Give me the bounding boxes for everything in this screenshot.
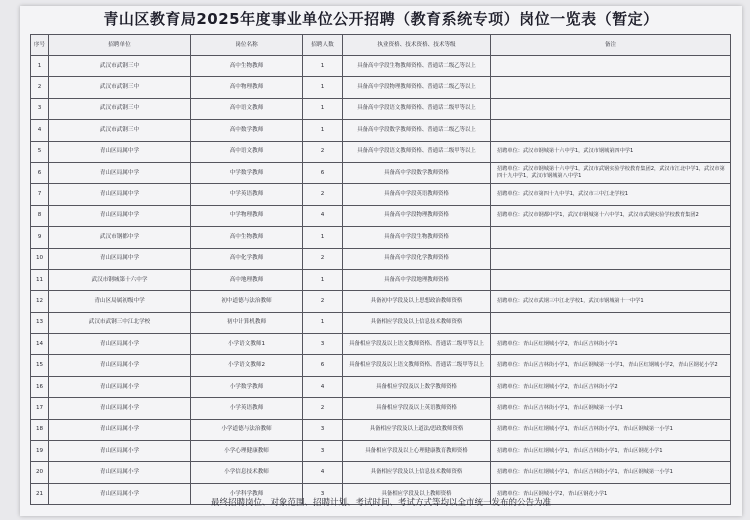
- cell-position: 中学数学教师: [191, 162, 303, 183]
- cell-unit: 青山区局属小学: [49, 376, 191, 397]
- table-row: [31, 98, 731, 119]
- cell-requirements: 具备高中学段数学教师资格、普通话二级乙等以上: [343, 120, 491, 141]
- cell-position: 高中生物教师: [191, 56, 303, 77]
- cell-note: [491, 120, 731, 141]
- cell-count: 1: [303, 269, 343, 290]
- cell-position: 高中语文教师: [191, 141, 303, 162]
- cell-no: 7: [31, 184, 49, 205]
- cell-unit: 武汉市武钢三中江北学校: [49, 312, 191, 333]
- cell-position: 小学道德与法治教师: [191, 419, 303, 440]
- cell-note: 招聘单位：青山区红钢城小学1，青山区吉林街小学1，青山区钢城第一小学1: [491, 462, 731, 483]
- cell-position: 中学英语教师: [191, 184, 303, 205]
- cell-no: 4: [31, 120, 49, 141]
- cell-no: 15: [31, 355, 49, 376]
- cell-unit: 武汉市武钢三中: [49, 98, 191, 119]
- cell-note: 招聘单位：青山区吉林街小学1，青山区钢城第一小学1: [491, 398, 731, 419]
- table-row: [31, 141, 731, 162]
- cell-unit: 青山区局属中学: [49, 205, 191, 226]
- cell-position: 小学语文教师2: [191, 355, 303, 376]
- cell-count: 2: [303, 141, 343, 162]
- table-row: [31, 120, 731, 141]
- cell-count: 1: [303, 98, 343, 119]
- cell-requirements: 具备高中学段数学教师资格: [343, 162, 491, 183]
- cell-count: 2: [303, 291, 343, 312]
- cell-requirements: 具备高中学段地理教师资格: [343, 269, 491, 290]
- table-row: [31, 205, 731, 226]
- cell-requirements: 具备高中学段英语教师资格: [343, 184, 491, 205]
- cell-count: 2: [303, 398, 343, 419]
- cell-count: 2: [303, 248, 343, 269]
- cell-requirements: 具备高中学段语文教师资格、普通话二级甲等以上: [343, 98, 491, 119]
- cell-note: [491, 248, 731, 269]
- cell-requirements: 具备高中学段物理教师资格、普通话二级乙等以上: [343, 77, 491, 98]
- header-note: 备注: [491, 35, 731, 56]
- cell-no: 20: [31, 462, 49, 483]
- cell-note: [491, 312, 731, 333]
- cell-unit: 青山区局属中学: [49, 248, 191, 269]
- cell-unit: 青山区局属小学: [49, 483, 191, 504]
- cell-count: 1: [303, 312, 343, 333]
- cell-requirements: 具备高中学段物理教师资格: [343, 205, 491, 226]
- cell-no: 19: [31, 441, 49, 462]
- cell-unit: 青山区局属小学: [49, 419, 191, 440]
- cell-position: 高中数学教师: [191, 120, 303, 141]
- cell-count: 4: [303, 376, 343, 397]
- cell-count: 6: [303, 355, 343, 376]
- table-row: [31, 248, 731, 269]
- table-row: [31, 441, 731, 462]
- cell-no: 5: [31, 141, 49, 162]
- cell-note: 招聘单位：青山区钢城小学2，青山区钢花小学1: [491, 483, 731, 504]
- cell-position: 中学物理教师: [191, 205, 303, 226]
- cell-note: 招聘单位：青山区红钢城小学1，青山区吉林街小学1，青山区钢花小学1: [491, 441, 731, 462]
- table-row: [31, 334, 731, 355]
- table-row: [31, 291, 731, 312]
- cell-unit: 武汉市钢城第十六中学: [49, 269, 191, 290]
- cell-note: [491, 227, 731, 248]
- table-body: [31, 56, 731, 505]
- table-row: [31, 162, 731, 183]
- document-title: 青山区教育局2025年度事业单位公开招聘（教育系统专项）岗位一览表（暂定）: [103, 10, 659, 28]
- cell-note: 招聘单位：武汉市钢城第十六中学1，武汉市武钢实验学校教育集团2，武汉市江北中学1，武汉市第四十九中学1，武汉市钢城第八中学1: [491, 162, 731, 183]
- cell-unit: 武汉市钢都中学: [49, 227, 191, 248]
- cell-position: 高中化学教师: [191, 248, 303, 269]
- cell-count: 3: [303, 334, 343, 355]
- cell-no: 10: [31, 248, 49, 269]
- cell-unit: 青山区局属小学: [49, 462, 191, 483]
- cell-no: 8: [31, 205, 49, 226]
- cell-requirements: 具备相应学段及以上语文教师资格、普通话二级甲等以上: [343, 355, 491, 376]
- cell-no: 18: [31, 419, 49, 440]
- cell-no: 17: [31, 398, 49, 419]
- cell-position: 小学科学教师: [191, 483, 303, 504]
- table-row: [31, 419, 731, 440]
- table-row: [31, 269, 731, 290]
- footer-note: 最终招聘岗位、对象范围、招聘计划、考试时间、考试方式等均以全市统一发布的公告为准: [210, 498, 551, 508]
- cell-note: [491, 77, 731, 98]
- cell-count: 1: [303, 56, 343, 77]
- cell-requirements: 具备高中学段语文教师资格、普通话二级甲等以上: [343, 141, 491, 162]
- table-header-row: [31, 35, 731, 56]
- table-row: [31, 355, 731, 376]
- positions-table: [30, 34, 731, 505]
- cell-requirements: 具备相应学段及以上信息技术教师资格: [343, 462, 491, 483]
- table-row: [31, 376, 731, 397]
- cell-note: 招聘单位：武汉市第四十九中学1，武汉市三中江北学校1: [491, 184, 731, 205]
- cell-requirements: 具备相应学段及以上英语教师资格: [343, 398, 491, 419]
- cell-no: 9: [31, 227, 49, 248]
- cell-unit: 青山区局属小学: [49, 441, 191, 462]
- header-no: 序号: [31, 35, 49, 56]
- header-requirements: 执业资格、技术资格、技术等级: [343, 35, 491, 56]
- document-sheet: [20, 6, 742, 516]
- cell-requirements: 具备高中学段生物教师资格: [343, 227, 491, 248]
- header-unit: 招聘单位: [49, 35, 191, 56]
- cell-unit: 武汉市武钢三中: [49, 77, 191, 98]
- cell-count: 1: [303, 227, 343, 248]
- cell-count: 3: [303, 419, 343, 440]
- header-count: 招聘人数: [303, 35, 343, 56]
- cell-position: 高中物理教师: [191, 77, 303, 98]
- cell-count: 6: [303, 162, 343, 183]
- cell-note: [491, 269, 731, 290]
- cell-no: 1: [31, 56, 49, 77]
- cell-position: 高中地理教师: [191, 269, 303, 290]
- table-row: [31, 184, 731, 205]
- cell-note: 招聘单位：青山区红钢城小学2，青山区吉林街小学2: [491, 376, 731, 397]
- cell-position: 小学英语教师: [191, 398, 303, 419]
- table-row: [31, 77, 731, 98]
- cell-position: 小学语文教师1: [191, 334, 303, 355]
- cell-note: 招聘单位：青山区吉林街小学1，青山区钢城第一小学1，青山区红钢城小学2，青山区钢花小学2: [491, 355, 731, 376]
- cell-requirements: 具备相应学段及以上心理健康教育教师资格: [343, 441, 491, 462]
- cell-no: 16: [31, 376, 49, 397]
- cell-position: 高中生物教师: [191, 227, 303, 248]
- cell-note: [491, 98, 731, 119]
- cell-unit: 青山区局属中学: [49, 184, 191, 205]
- table-row: [31, 227, 731, 248]
- cell-unit: 武汉市武钢三中: [49, 56, 191, 77]
- cell-requirements: 具备相应学段及以上道法/思政教师资格: [343, 419, 491, 440]
- cell-unit: 青山区局属初级中学: [49, 291, 191, 312]
- cell-unit: 武汉市武钢三中: [49, 120, 191, 141]
- cell-count: 2: [303, 184, 343, 205]
- cell-requirements: 具备相应学段及以上语文教师资格、普通话二级甲等以上: [343, 334, 491, 355]
- cell-position: 初中计算机教师: [191, 312, 303, 333]
- cell-unit: 青山区局属小学: [49, 355, 191, 376]
- cell-count: 1: [303, 77, 343, 98]
- cell-position: 小学数学教师: [191, 376, 303, 397]
- table-row: [31, 312, 731, 333]
- table-row: [31, 462, 731, 483]
- cell-note: [491, 56, 731, 77]
- cell-count: 4: [303, 462, 343, 483]
- cell-requirements: 具备相应学段及以上教师资格: [343, 483, 491, 504]
- table-row: [31, 398, 731, 419]
- cell-no: 12: [31, 291, 49, 312]
- cell-note: 招聘单位：武汉市钢都中学1，武汉市钢城第十六中学1，武汉市武钢实验学校教育集团2: [491, 205, 731, 226]
- header-position: 岗位名称: [191, 35, 303, 56]
- cell-requirements: 具备相应学段及以上数学教师资格: [343, 376, 491, 397]
- cell-position: 高中语文教师: [191, 98, 303, 119]
- cell-position: 小学心理健康教师: [191, 441, 303, 462]
- cell-count: 4: [303, 205, 343, 226]
- cell-position: 小学信息技术教师: [191, 462, 303, 483]
- cell-unit: 青山区局属中学: [49, 141, 191, 162]
- cell-count: 3: [303, 483, 343, 504]
- cell-no: 13: [31, 312, 49, 333]
- cell-unit: 青山区局属小学: [49, 398, 191, 419]
- cell-requirements: 具备高中学段化学教师资格: [343, 248, 491, 269]
- cell-no: 21: [31, 483, 49, 504]
- cell-no: 2: [31, 77, 49, 98]
- cell-no: 3: [31, 98, 49, 119]
- cell-unit: 青山区局属小学: [49, 334, 191, 355]
- cell-requirements: 具备高中学段生物教师资格、普通话二级乙等以上: [343, 56, 491, 77]
- cell-note: 招聘单位：武汉市钢城第十六中学1，武汉市钢城第四中学1: [491, 141, 731, 162]
- cell-requirements: 具备相应学段及以上信息技术教师资格: [343, 312, 491, 333]
- cell-unit: 青山区局属中学: [49, 162, 191, 183]
- cell-no: 14: [31, 334, 49, 355]
- cell-position: 初中道德与法治教师: [191, 291, 303, 312]
- cell-no: 11: [31, 269, 49, 290]
- cell-count: 3: [303, 441, 343, 462]
- cell-note: 招聘单位：青山区红钢城小学2，青山区吉林街小学1: [491, 334, 731, 355]
- table-row: [31, 56, 731, 77]
- cell-no: 6: [31, 162, 49, 183]
- cell-note: 招聘单位：武汉市武钢三中江北学校1，武汉市钢城第十一中学1: [491, 291, 731, 312]
- cell-count: 1: [303, 120, 343, 141]
- cell-requirements: 具备初中学段及以上思想政治教师资格: [343, 291, 491, 312]
- cell-note: 招聘单位：青山区红钢城小学1，青山区吉林街小学1，青山区钢城第一小学1: [491, 419, 731, 440]
